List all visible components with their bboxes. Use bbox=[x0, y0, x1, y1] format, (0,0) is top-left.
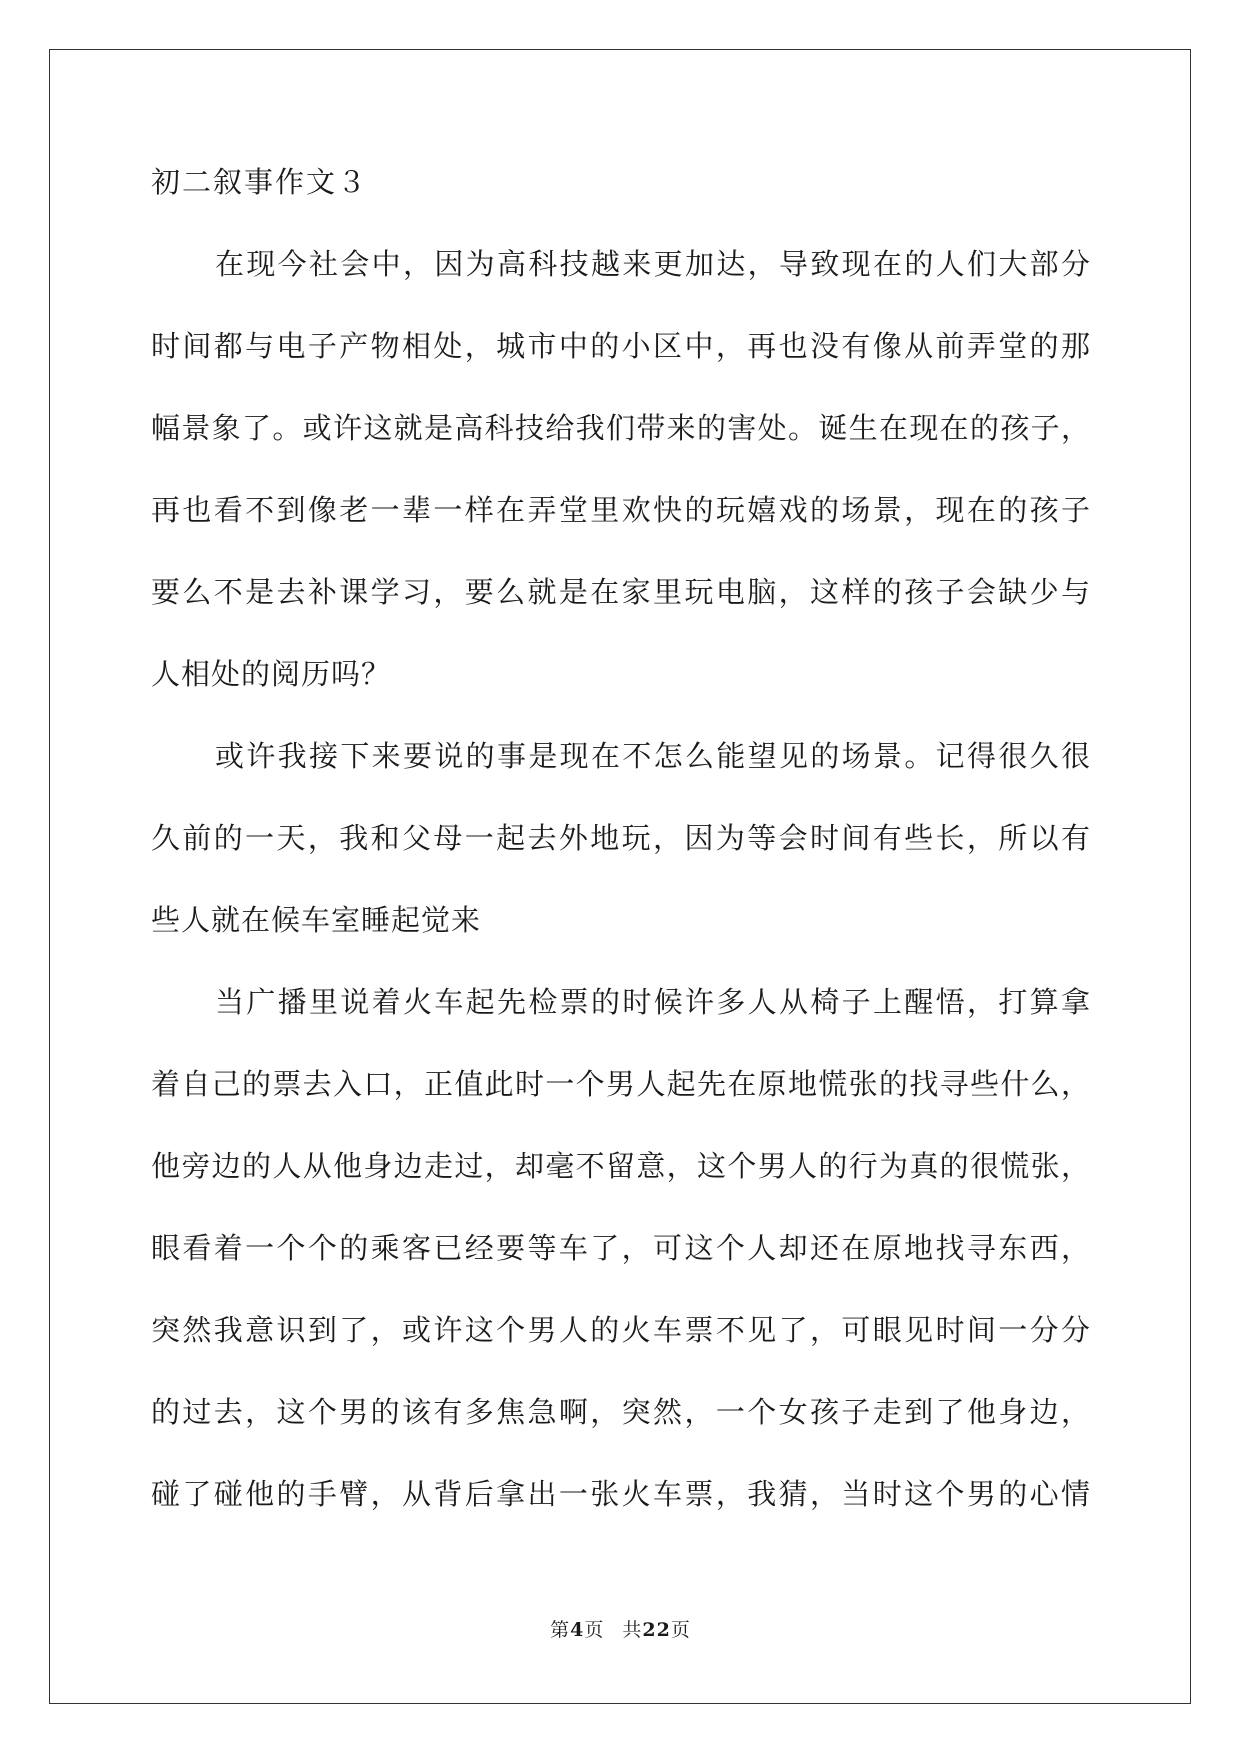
page-footer bbox=[0, 1618, 1241, 1642]
text-line: 着自己的票去入口，正值此时一个男人起先在原地慌张的找寻些什么， bbox=[151, 1067, 1091, 1101]
page-suffix: 页 bbox=[584, 1619, 605, 1641]
text-line: 再也看不到像老一辈一样在弄堂里欢快的玩嬉戏的场景，现在的孩子 bbox=[151, 493, 1091, 527]
page-prefix: 第 bbox=[550, 1619, 571, 1641]
text-line: 人相处的阅历吗？ bbox=[151, 657, 392, 691]
text-line: 幅景象了。或许这就是高科技给我们带来的害处。诞生在现在的孩子， bbox=[151, 411, 1091, 445]
text-line: 要么不是去补课学习，要么就是在家里玩电脑，这样的孩子会缺少与 bbox=[151, 575, 1091, 609]
document-title: 初二叙事作文３ bbox=[151, 165, 369, 199]
text-line: 些人就在候车室睡起觉来 bbox=[151, 903, 482, 937]
text-line: 在现今社会中，因为高科技越来更加达，导致现在的人们大部分 bbox=[215, 247, 1091, 281]
text-line: 他旁边的人从他身边走过，却毫不留意，这个男人的行为真的很慌张， bbox=[151, 1149, 1091, 1183]
text-line: 眼看着一个个的乘客已经要等车了，可这个人却还在原地找寻东西， bbox=[151, 1231, 1091, 1265]
paragraph-3 bbox=[151, 982, 1091, 1514]
text-line: 或许我接下来要说的事是现在不怎么能望见的场景。记得很久很 bbox=[215, 739, 1091, 773]
total-pages: 22 bbox=[642, 1619, 671, 1641]
text-line: 的过去，这个男的该有多焦急啊，突然，一个女孩子走到了他身边， bbox=[151, 1395, 1091, 1429]
text-line: 突然我意识到了，或许这个男人的火车票不见了，可眼见时间一分分 bbox=[151, 1313, 1091, 1347]
text-line: 碰了碰他的手臂，从背后拿出一张火车票，我猜，当时这个男的心情 bbox=[151, 1477, 1091, 1511]
text-line: 当广播里说着火车起先检票的时候许多人从椅子上醒悟，打算拿 bbox=[215, 985, 1091, 1019]
total-prefix: 共 bbox=[622, 1619, 643, 1641]
page-number: 4 bbox=[570, 1619, 585, 1641]
paragraph-1 bbox=[151, 244, 1091, 694]
paragraph-2 bbox=[151, 736, 1091, 940]
total-suffix: 页 bbox=[670, 1619, 691, 1641]
text-line: 久前的一天，我和父母一起去外地玩，因为等会时间有些长，所以有 bbox=[151, 821, 1091, 855]
document-body bbox=[151, 162, 1091, 1556]
text-line: 时间都与电子产物相处，城市中的小区中，再也没有像从前弄堂的那 bbox=[151, 329, 1091, 363]
